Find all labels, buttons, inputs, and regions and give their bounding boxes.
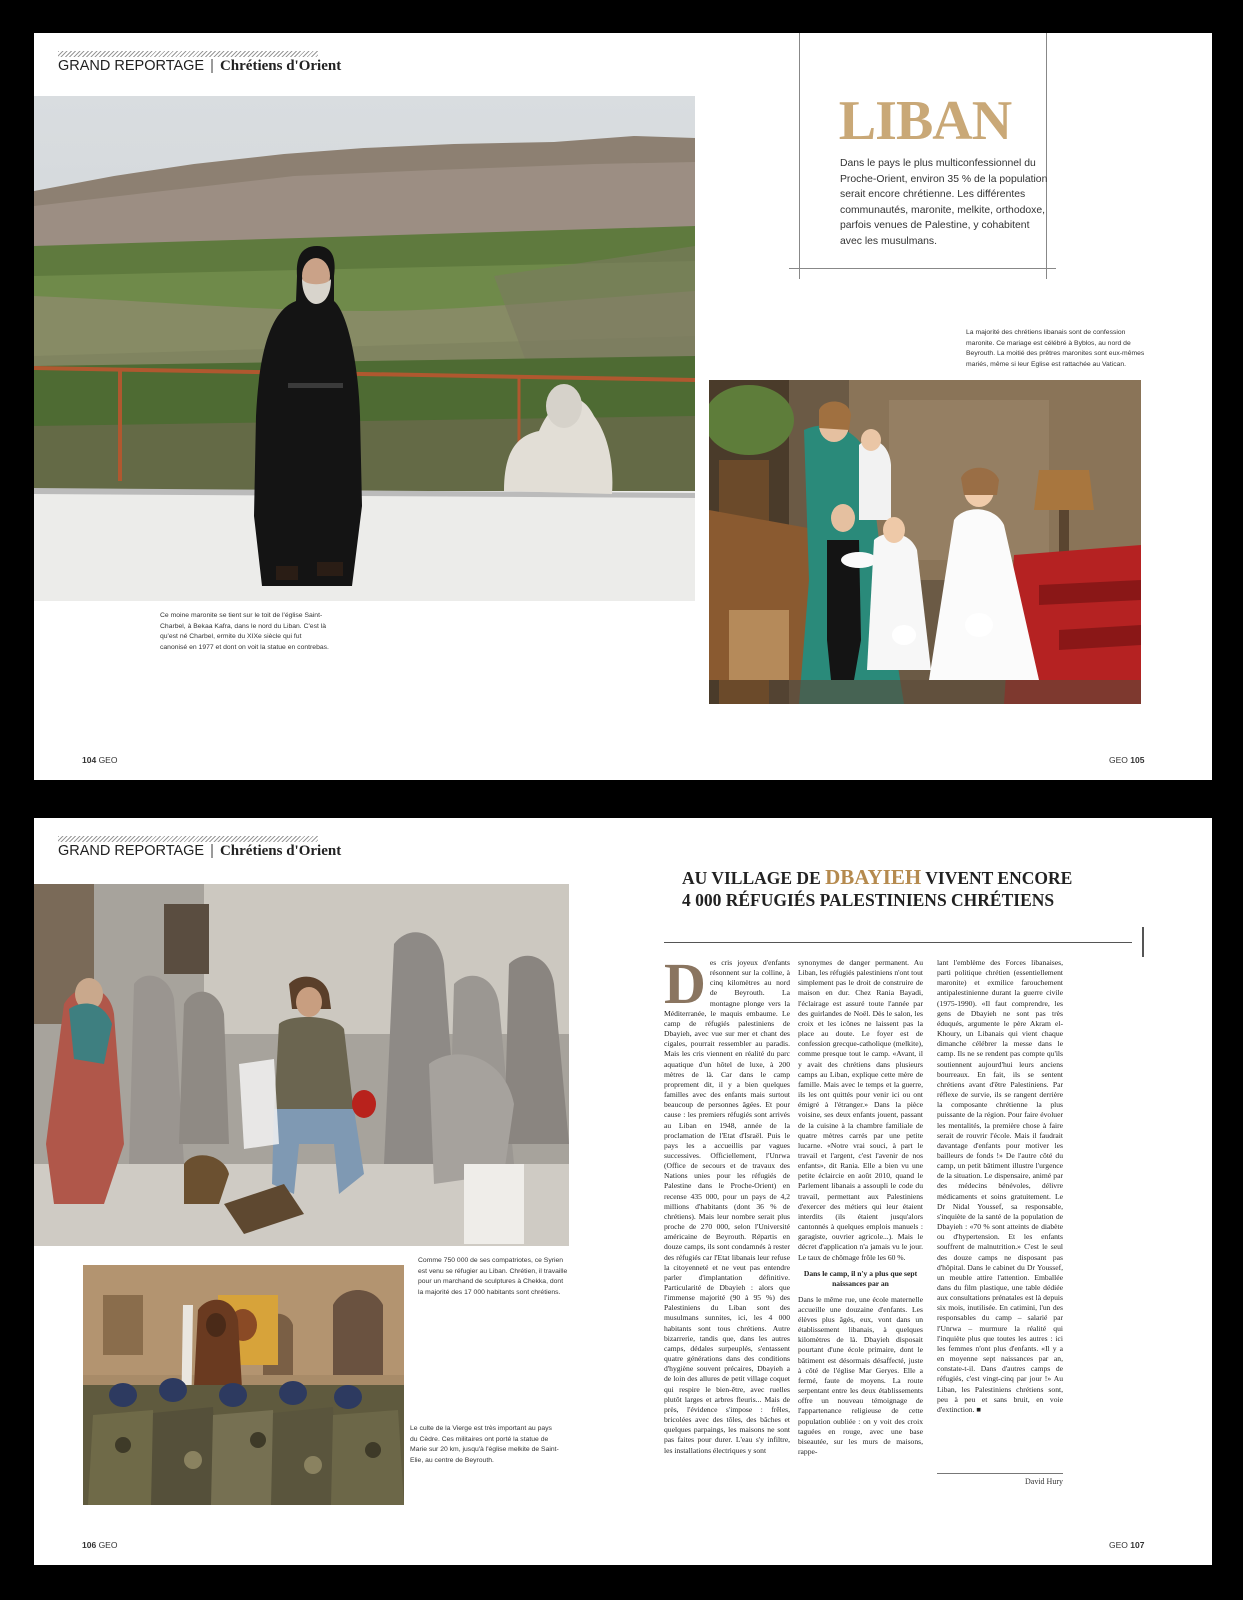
folio-number-107: 107 bbox=[1130, 1540, 1145, 1550]
column-2-text-a: synonymes de danger permanent. Au Liban, les réfugiés palestiniens n'ont tout simplement pas le droit de construire de maison en dur. Chez Rania Bayadi, l'éclairage est assuré toute l'année par des guirlandes de Noël. Dès le salon, les croix et les icônes ne laissent pas la place au doute. Le foyer est de confession grecque-catholique (melkite), comme presque tout le camp. «Avant, il y avait des chrétiens dans plusieurs camps au Liban, explique cette mère de famille. Mais avec le temps et la guerre, ils les ont quittés pour venir ici ou ont émigré à l'étranger.» Dans la pièce voisine, ses deux enfants jouent, passant de la cuisine à la chambre familiale de quatre mètres carrés par une petite lucarne. «Notre vrai souci, à part le travail et l'argent, c'est l'avenir de nos enfants», dit Rania. Elle a bien vu une petite éclaircie en août 2010, quand le Parlement libanais a assoupli le code du travail, permettant aux Palestiniens d'exercer des métiers qui leur étaient interdits (ils étaient jusqu'alors cantonnés à quelques emplois manuels : garagiste, ouvrier agricole...). Mais le décret d'application n'a jamais vu le jour. Le taux de chômage frôle les 60 %. bbox=[798, 958, 923, 1262]
folio-mag-107: GEO bbox=[1109, 1540, 1128, 1550]
caption-monk: Ce moine maronite se tient sur le toit de l'église Saint-Charbel, à Bekaa Kafra, dans le nord du Liban. C'est là qu'est né Charbel, ermite du XIXe siècle qui fut canonisé en 1977 et dont on voit la statue en contrebas. bbox=[160, 612, 329, 651]
folio-number-104: 104 bbox=[82, 755, 97, 765]
section-label: GRAND REPORTAGE bbox=[58, 58, 205, 74]
headline-line-1 bbox=[682, 866, 1152, 889]
caption-wedding: La majorité des chrétiens libanais sont de confession maronite. Ce mariage est célébré à Byblos, au nord de Beyrouth. La moitié des prêtres maronites sont eux-mêmes mariés, même si leur Eglise est rattachée au Vatican. bbox=[966, 329, 1145, 368]
headline-text-before: AU VILLAGE DE bbox=[682, 868, 821, 888]
spread-pages-104-105 bbox=[34, 33, 1212, 780]
box-rule-left bbox=[799, 33, 800, 279]
headline-text-after: VIVENT ENCORE bbox=[925, 868, 1073, 888]
headline-highlight: DBAYIEH bbox=[825, 865, 922, 889]
photo-soldiers-virgin-statue bbox=[83, 1265, 404, 1505]
folio-number-106: 106 bbox=[82, 1540, 97, 1550]
section-topic: Chrétiens d'Orient bbox=[219, 843, 342, 859]
photo-statue-workshop bbox=[34, 884, 569, 1246]
folio-page-104 bbox=[82, 755, 117, 765]
article-subhead: Dans le camp, il n'y a plus que sept naissances par an bbox=[803, 1268, 918, 1288]
photo-maronite-monk bbox=[34, 96, 695, 601]
column-2-text-b: Dans le même rue, une école maternelle accueille une douzaine d'enfants. Les élèves plus âgés, eux, vont dans un établissement libanais, à quelques kilomètres de là. Dbayieh disposait pourtant d'une école primaire, dont le bâtiment est désormais désaffecté, juste à côté de l'église Mar Geryes. Elle a fermé, faute de moyens. La route serpentant entre les deux établissements offre un nouveau témoignage de l'appartenance religieuse de cette population oubliée : on y voit des croix taguées en rouge, avec une base biseautée, sur les murs de maisons, rappe- bbox=[798, 1294, 923, 1457]
folio-page-106 bbox=[82, 1540, 117, 1550]
drop-cap: D bbox=[664, 951, 706, 1016]
folio-page-107 bbox=[1109, 1540, 1144, 1550]
folio-mag-106: GEO bbox=[98, 1540, 118, 1550]
spread-pages-106-107 bbox=[34, 818, 1212, 1565]
header-hatch-decoration bbox=[58, 51, 318, 57]
header-hatch-decoration bbox=[58, 836, 318, 842]
article-headline bbox=[682, 866, 1152, 911]
section-header bbox=[58, 58, 341, 75]
headline-rule-tick bbox=[1142, 927, 1144, 957]
header-separator: | bbox=[210, 58, 214, 74]
box-rule-bottom bbox=[789, 268, 1056, 269]
photo-maronite-wedding bbox=[709, 380, 1141, 704]
headline-line-2: 4 000 RÉFUGIÉS PALESTINIENS CHRÉTIENS bbox=[682, 890, 1055, 910]
folio-mag-104: GEO bbox=[98, 755, 118, 765]
column-3-text: lant l'emblème des Forces libanaises, parti politique chrétien (essentiellement maronite) et exmilice farouchement antipalestinienne durant la guerre civile (1975-1990). «Il faut comprendre, les gens de Dbayieh ne sont pas très éduqués, argumente le père Akram el-Khoury, un Libanais qui vient chaque dimanche célébrer la messe dans le camp. Ils ne se rendent pas compte qu'ils soutiennent aujourd'hui leurs anciens bourreaux. En fait, ils se sentent chrétiens avant d'être Palestiniens. Par réflexe de survie, ils se rangent derrière la composante chrétienne la plus puissante de la région. Pour faire évoluer les mentalités, la première chose à faire serait de rouvrir l'école. Mais il faudrait davantage d'enfants pour motiver les bailleurs de fonds !» De l'autre côté du camp, un petit bâtiment illustre l'urgence de la situation. Le dispensaire, animé par des médecins bénévoles, délivre médicaments et soins gratuitement. Le Dr Nidal Youssef, sa responsable, s'inquiète de la santé de la population de Dbayieh : «70 % sont atteints de diabète ou d'hypertension. Et les enfants souffrent de malnutrition.» C'est le seul des douze camps ne disposant pas d'hôpital. Dans le cabinet du Dr Youssef, un meuble attire l'attention. Emballée dans du film plastique, une table dédiée aux consultations prénatales est là depuis six mois, inutilisée. En catimini, l'un des responsables du camp – salarié par l'Unrwa – murmure la réalité qui l'inquiète plus que toutes les autres : ici les femmes n'ont plus d'enfants. «Il y a en moyenne sept naissances par an, constate-t-il. Dans d'autres camps de réfugiés, c'est vingt-cinq par jour !» Au Liban, les Palestiniens chrétiens sont, peu à peu et sans bruit, en voie d'extinction. ■ bbox=[937, 958, 1063, 1414]
folio-page-105 bbox=[1109, 755, 1144, 765]
caption-soldiers: Le culte de la Vierge est très important au pays du Cèdre. Ces militaires ont porté la statue de Marie sur 20 km, jusqu'à l'église melkite de Saint-Elie, au centre de Beyrouth. bbox=[410, 1425, 559, 1464]
article-column-1 bbox=[664, 951, 790, 1456]
section-label: GRAND REPORTAGE bbox=[58, 843, 205, 859]
section-header bbox=[58, 843, 341, 860]
header-separator: | bbox=[210, 843, 214, 859]
headline-rule bbox=[664, 942, 1132, 943]
article-column-3 bbox=[937, 958, 1063, 1415]
folio-number-105: 105 bbox=[1130, 755, 1145, 765]
column-1-text: es cris joyeux d'enfants résonnent sur la colline, à cinq kilomètres au nord de Beyrouth. La montagne plonge vers la Méditerranée, le maquis embaume. Le camp de réfugiés palestiniens de Dbayieh, avec vue sur mer et chant des cigales, pourrait ressembler au paradis. Mais les cris viennent en réalité du parc aquatique d'un hôtel de luxe, à 200 mètres de là. Car dans le camp proprement dit, il y a bien quelques familles avec des enfants mais surtout beaucoup de personnes âgées. Et pour cause : les premiers réfugiés sont arrivés au Liban en 1948, année de la proclamation de l'Etat d'Israël. Puis le pays les a accueillis par vagues successives. Officiellement, l'Unrwa (Office de secours et de travaux des Nations unies pour les réfugiés de Palestine dans le Proche-Orient) en recense 435 000, pour un pays de 4,2 millions d'habitants (dont 36 % de chrétiens). Mais leur nombre serait plus proche de 270 000, selon l'Université américaine de Beyrouth. Répartis en douze camps, ils sont condamnés à rester des réfugiés car l'Etat libanais leur refuse la citoyenneté et ne veut pas entendre parler d'implantation définitive. Particularité de Dbayieh : alors que l'immense majorité (90 à 95 %) des Palestiniens du Liban sont des musulmans sunnites, ici, les 4 000 habitants sont tous chrétiens. Autre bizarrerie, tandis que, dans les autres camps, dédales surpeuplés, s'entassent quatre générations dans des conditions d'hygiène souvent précaires, Dbayieh a de loin des allures de petit village coquet qui respire le bien-être, avec ruelles plutôt larges et arbres fleuris... Mais de près, l'évidence s'impose : frêles, bricolées avec des tôles, des bâches et quelques parpaings, les maisons ne sont pas faites pour durer. L'eau s'y infiltre, les installations électriques y sont bbox=[664, 958, 790, 1455]
section-topic: Chrétiens d'Orient bbox=[219, 58, 342, 74]
liban-intro: Dans le pays le plus multiconfessionnel du Proche-Orient, environ 35 % de la population serait encore chrétienne. Les différentes communautés, maronite, melkite, orthodoxe, parfois venues de Palestine, y cohabitent avec les musulmans. bbox=[840, 158, 1048, 247]
article-column-2 bbox=[798, 958, 923, 1457]
caption-statues: Comme 750 000 de ses compatriotes, ce Syrien est venu se réfugier au Liban. Chrétien, il travaille pour un marchand de sculptures à Chekka, dont la majorité des 17 000 habitants sont chrétiens. bbox=[418, 1257, 568, 1296]
folio-mag-105: GEO bbox=[1109, 755, 1128, 765]
liban-title: LIBAN bbox=[838, 90, 1012, 152]
article-byline: David Hury bbox=[937, 1473, 1063, 1486]
